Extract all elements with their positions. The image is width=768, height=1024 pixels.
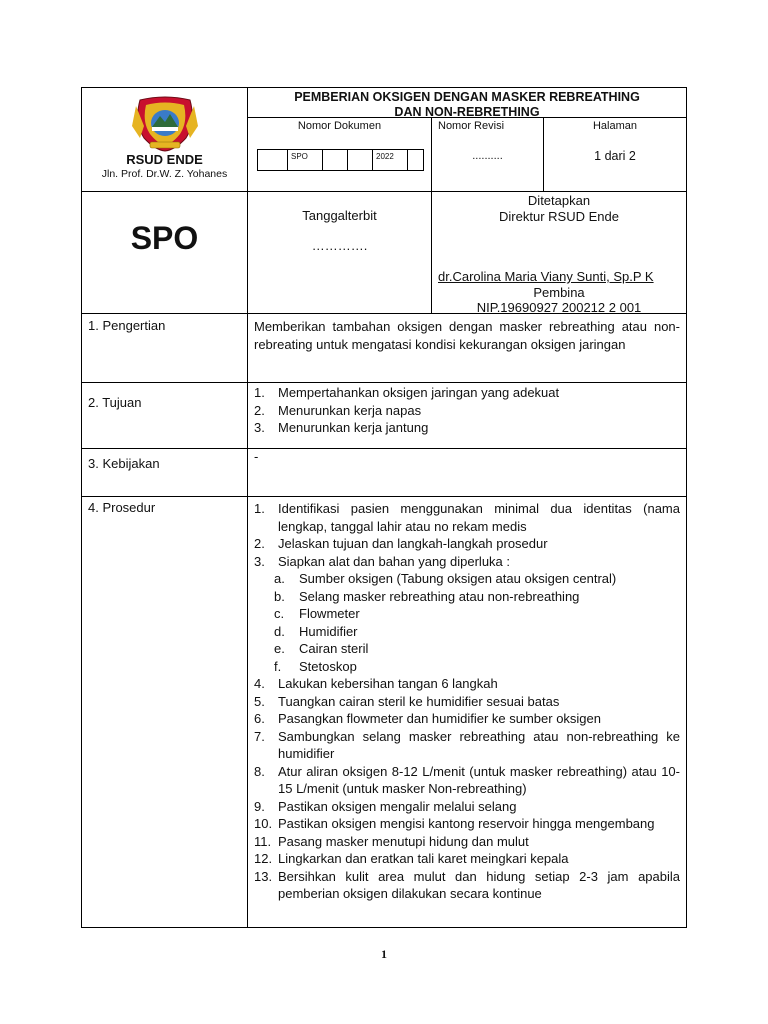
list-item-text: Mempertahankan oksigen jaringan yang adekuat bbox=[278, 385, 560, 400]
list-item bbox=[254, 798, 680, 816]
page-value: 1 dari 2 bbox=[594, 149, 636, 163]
list-item bbox=[254, 710, 680, 728]
spo-row bbox=[82, 192, 686, 314]
prosedur-label-cell bbox=[82, 497, 248, 927]
list-item-number: c. bbox=[274, 606, 285, 621]
list-item-text: Atur aliran oksigen 8-12 L/menit (untuk masker rebreathing) atau 10-15 L/menit (untuk masker Non-rebreathing) bbox=[278, 763, 680, 796]
page-number: 1 bbox=[381, 947, 387, 961]
revision-value: .......... bbox=[472, 150, 503, 162]
list-item-number: a. bbox=[274, 571, 285, 586]
tujuan-row bbox=[82, 383, 686, 449]
doc-number-cell bbox=[248, 118, 432, 191]
spo-document-table bbox=[81, 87, 687, 928]
pengertian-content bbox=[248, 314, 686, 382]
issue-date-cell bbox=[248, 192, 432, 313]
list-item-number: f. bbox=[274, 658, 282, 674]
list-item bbox=[254, 535, 680, 553]
kebijakan-label: 3. Kebijakan bbox=[88, 456, 160, 471]
spo-info bbox=[248, 192, 686, 313]
tujuan-list bbox=[248, 383, 686, 437]
list-item-number: 7. bbox=[254, 728, 265, 744]
list-item bbox=[254, 553, 680, 571]
kebijakan-content bbox=[248, 449, 686, 496]
list-item-text: Cairan steril bbox=[299, 641, 369, 656]
doc-number-box bbox=[408, 150, 423, 170]
approval-cell bbox=[432, 192, 686, 313]
list-item-text: Pasangkan flowmeter dan humidifier ke sumber oksigen bbox=[278, 711, 602, 726]
tujuan-label-cell bbox=[82, 383, 248, 448]
list-item-text: Selang masker rebreathing atau non-rebreathing bbox=[299, 588, 580, 604]
page-cell bbox=[544, 118, 686, 191]
prosedur-content bbox=[248, 497, 686, 927]
list-item bbox=[254, 693, 680, 711]
list-item-number: 10. bbox=[254, 816, 273, 831]
sub-list-item bbox=[254, 623, 680, 641]
tujuan-label: 2. Tujuan bbox=[88, 395, 142, 410]
list-item-number: 13. bbox=[254, 868, 273, 884]
list-item-text: Siapkan alat dan bahan yang diperluka : bbox=[278, 553, 511, 569]
list-item bbox=[254, 833, 680, 851]
list-item-number: 5. bbox=[254, 693, 265, 709]
org-address: Jln. Prof. Dr.W. Z. Yohanes bbox=[101, 168, 228, 180]
doc-number-box: 2022 bbox=[373, 150, 408, 170]
kebijakan-label-cell bbox=[82, 449, 248, 496]
list-item-text: Pastikan oksigen mengalir melalui selang bbox=[278, 798, 517, 814]
list-item-text: Flowmeter bbox=[299, 606, 360, 621]
list-item bbox=[254, 384, 680, 402]
list-item bbox=[254, 868, 680, 903]
list-item-text: Pastikan oksigen mengisi kantong reservoir hingga mengembang bbox=[278, 816, 655, 831]
document-title bbox=[248, 88, 686, 118]
approved-label: Ditetapkan bbox=[527, 193, 591, 208]
list-item-text: Pasang masker menutupi hidung dan mulut bbox=[278, 833, 529, 849]
doc-info-grid bbox=[248, 118, 686, 191]
list-item-text: Menurunkan kerja napas bbox=[278, 402, 422, 418]
list-item-number: 11. bbox=[254, 833, 272, 849]
list-item-number: 9. bbox=[254, 798, 265, 814]
list-item-number: 2. bbox=[254, 402, 265, 418]
list-item-number: 4. bbox=[254, 676, 265, 691]
list-item-text: Lakukan kebersihan tangan 6 langkah bbox=[278, 676, 498, 691]
list-item-text: Jelaskan tujuan dan langkah-langkah prosedur bbox=[278, 536, 548, 551]
issue-date-value: …………. bbox=[311, 238, 368, 253]
list-item bbox=[254, 728, 680, 763]
doc-number-box bbox=[323, 150, 348, 170]
list-item-text: Sumber oksigen (Tabung oksigen atau oksigen central) bbox=[299, 571, 617, 586]
sub-list-item bbox=[254, 658, 680, 676]
list-item-text: Identifikasi pasien menggunakan minimal dua identitas (nama lengkap, tanggal lahir atau no rekam medis bbox=[278, 501, 680, 534]
list-item bbox=[254, 815, 680, 833]
list-item-text: Sambungkan selang masker rebreathing atau non-rebreathing ke humidifier bbox=[278, 728, 680, 761]
list-item bbox=[254, 500, 680, 535]
list-item-number: d. bbox=[274, 623, 285, 639]
title-line-2: DAN NON-REBRETHING bbox=[394, 105, 540, 119]
list-item-number: 2. bbox=[254, 536, 265, 551]
tujuan-content bbox=[248, 383, 686, 448]
list-item-text: Stetoskop bbox=[299, 658, 357, 674]
approved-by: Direktur RSUD Ende bbox=[499, 209, 619, 224]
doc-number-box: SPO bbox=[288, 150, 323, 170]
list-item-text: Menurunkan kerja jantung bbox=[278, 420, 429, 435]
signatory-nip: NIP.19690927 200212 2 001 bbox=[476, 300, 642, 315]
sub-list-item bbox=[254, 570, 680, 588]
prosedur-row bbox=[82, 497, 686, 927]
list-item-number: 1. bbox=[254, 385, 265, 400]
doc-number-box bbox=[348, 150, 373, 170]
list-item-number: 3. bbox=[254, 553, 265, 569]
issue-date-label: Tanggalterbit bbox=[302, 208, 377, 223]
list-item-number: b. bbox=[274, 588, 285, 604]
list-item-number: 8. bbox=[254, 763, 265, 779]
list-item-text: Lingkarkan dan eratkan tali karet meingkari kepala bbox=[278, 851, 569, 866]
list-item-text: Humidifier bbox=[299, 623, 358, 639]
list-item bbox=[254, 419, 680, 437]
list-item-number: 1. bbox=[254, 501, 265, 516]
logo-cell bbox=[82, 88, 248, 191]
prosedur-list bbox=[248, 497, 686, 903]
list-item-number: 3. bbox=[254, 420, 265, 435]
list-item-number: 12. bbox=[254, 851, 273, 866]
kebijakan-text: - bbox=[254, 449, 259, 464]
list-item bbox=[254, 675, 680, 693]
sub-list-item bbox=[254, 605, 680, 623]
regency-emblem-icon bbox=[130, 96, 200, 152]
sub-list-item bbox=[254, 588, 680, 606]
pengertian-text: Memberikan tambahan oksigen dengan masker rebreathing atau non-rebreating untuk mengatasi kondisi kekurangan oksigen jaringan bbox=[254, 319, 680, 352]
doc-number-boxes bbox=[257, 149, 424, 171]
revision-label: Nomor Revisi bbox=[438, 120, 505, 132]
kebijakan-row bbox=[82, 449, 686, 497]
list-item bbox=[254, 763, 680, 798]
prosedur-label: 4. Prosedur bbox=[88, 500, 156, 515]
spo-label-cell bbox=[82, 192, 248, 313]
org-name: RSUD ENDE bbox=[126, 152, 203, 167]
pengertian-label-cell bbox=[82, 314, 248, 382]
doc-number-label: Nomor Dokumen bbox=[297, 120, 382, 132]
pengertian-label: 1. Pengertian bbox=[88, 318, 166, 333]
revision-cell bbox=[432, 118, 544, 191]
pengertian-row bbox=[82, 314, 686, 383]
signatory-rank: Pembina bbox=[533, 285, 585, 300]
list-item-text: Bersihkan kulit area mulut dan hidung setiap 2-3 jam apabila pemberian oksigen dilakukan secara kontinue bbox=[278, 868, 680, 901]
list-item bbox=[254, 850, 680, 868]
list-item bbox=[254, 402, 680, 420]
page-label: Halaman bbox=[592, 120, 638, 132]
list-item-text: Tuangkan cairan steril ke humidifier sesuai batas bbox=[278, 693, 560, 709]
sub-list-item bbox=[254, 640, 680, 658]
signatory-name: dr.Carolina Maria Viany Sunti, Sp.P K bbox=[438, 269, 654, 284]
list-item-number: 6. bbox=[254, 711, 265, 726]
spo-label: SPO bbox=[130, 220, 199, 256]
title-line-1: PEMBERIAN OKSIGEN DENGAN MASKER REBREATHING bbox=[294, 90, 640, 104]
list-item-number: e. bbox=[274, 641, 285, 656]
doc-number-box bbox=[258, 150, 288, 170]
header-right bbox=[248, 88, 686, 191]
header-row bbox=[82, 88, 686, 192]
